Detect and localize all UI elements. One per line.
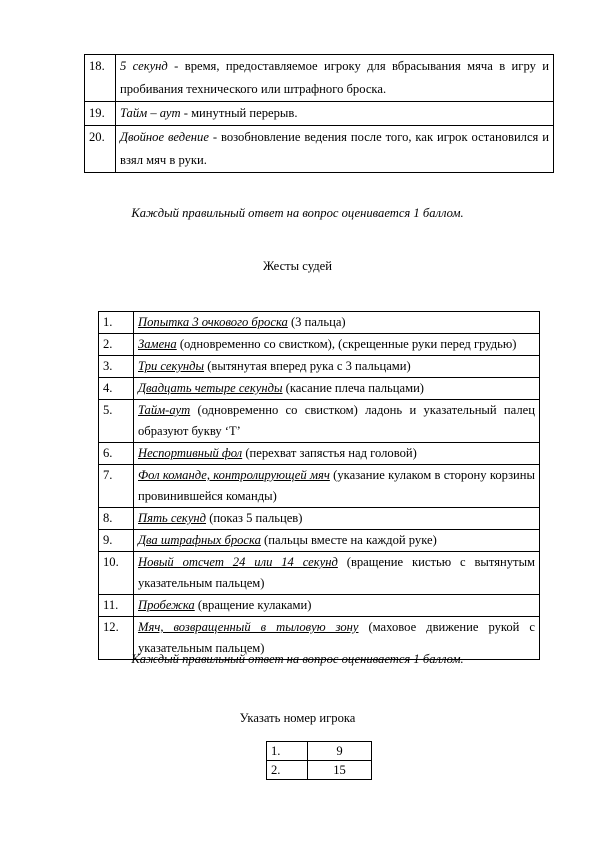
term: Двойное ведение (120, 130, 209, 144)
gesture-row (99, 334, 540, 356)
row-number: 8. (99, 508, 134, 530)
gesture-row (99, 465, 540, 508)
term-description: (касание плеча пальцами) (282, 381, 424, 395)
scoring-note-2: Каждый правильный ответ на вопрос оценивается 1 баллом. (131, 652, 464, 666)
row-definition (134, 378, 540, 400)
row-number: 18. (85, 55, 116, 102)
row-number: 10. (99, 552, 134, 595)
row-definition (134, 552, 540, 595)
players-heading: Указать номер игрока (239, 711, 356, 725)
row-definition (134, 530, 540, 552)
term: Два штрафных броска (138, 533, 261, 547)
gesture-row (99, 508, 540, 530)
row-definition (116, 55, 554, 102)
term: Новый отсчет 24 или 14 секунд (138, 555, 338, 569)
term-description: (маховое движение рукой с указательным пальцем) (138, 620, 535, 655)
term: Пять секунд (138, 511, 207, 525)
row-number: 12. (99, 617, 134, 660)
term-description: (вращение кулаками) (194, 598, 312, 612)
row-number: 1. (99, 312, 134, 334)
gesture-row (99, 443, 540, 465)
term: Фол команде, контролирующей мяч (138, 468, 330, 482)
row-number: 2. (99, 334, 134, 356)
row-number: 6. (99, 443, 134, 465)
term-description: (одновременно со свистком) ладонь и указательный палец образуют букву ‘T’ (138, 403, 535, 438)
row-number: 11. (99, 595, 134, 617)
player-number: 9 (308, 742, 372, 761)
gesture-row (99, 552, 540, 595)
row-number: 9. (99, 530, 134, 552)
term: Тайм-аут (138, 403, 191, 417)
row-definition (134, 465, 540, 508)
row-definition (134, 400, 540, 443)
term: Двадцать четыре секунды (138, 381, 283, 395)
term-row (85, 126, 554, 173)
terms-table (84, 54, 554, 173)
row-definition (134, 595, 540, 617)
row-definition (134, 356, 540, 378)
term: Попытка 3 очкового броска (138, 315, 288, 329)
gesture-row (99, 530, 540, 552)
term-description: (пальцы вместе на каждой руке) (260, 533, 437, 547)
row-definition (134, 312, 540, 334)
term-description: (перехват запястья над головой) (242, 446, 417, 460)
gestures-heading: Жесты судей (263, 259, 332, 273)
gesture-row (99, 356, 540, 378)
gestures-table (98, 311, 540, 660)
row-number: 2. (267, 761, 308, 780)
row-definition (134, 443, 540, 465)
row-number: 5. (99, 400, 134, 443)
row-number: 3. (99, 356, 134, 378)
row-number: 1. (267, 742, 308, 761)
row-definition (116, 102, 554, 126)
row-definition (116, 126, 554, 173)
term: Мяч, возвращенный в тыловую зону (138, 620, 359, 634)
row-number: 7. (99, 465, 134, 508)
row-number: 20. (85, 126, 116, 173)
term: Тайм – аут (120, 106, 181, 120)
player-row (267, 761, 372, 780)
scoring-note-1: Каждый правильный ответ на вопрос оценивается 1 баллом. (131, 206, 464, 220)
gesture-row (99, 312, 540, 334)
term-description: (вытянутая вперед рука с 3 пальцами) (204, 359, 411, 373)
row-definition (134, 334, 540, 356)
row-number: 19. (85, 102, 116, 126)
term: Три секунды (138, 359, 205, 373)
term-description: (вращение кистью с вытянутым указательным пальцем) (138, 555, 535, 590)
term-description: - время, предоставляемое игроку для вбрасывания мяча в игру и пробивания технического или штрафного броска. (120, 59, 549, 96)
row-number: 4. (99, 378, 134, 400)
gesture-row (99, 595, 540, 617)
gesture-row (99, 378, 540, 400)
term-description: (одновременно со свистком), (скрещенные руки перед грудью) (176, 337, 517, 351)
gesture-row (99, 400, 540, 443)
player-number: 15 (308, 761, 372, 780)
players-table (266, 741, 372, 780)
term: 5 секунд (120, 59, 168, 73)
term-description: (3 пальца) (287, 315, 346, 329)
row-definition (134, 508, 540, 530)
term-row (85, 102, 554, 126)
player-row (267, 742, 372, 761)
term-description: - минутный перерыв. (180, 106, 298, 120)
term: Неспортивный фол (138, 446, 243, 460)
term-description: - возобновление ведения после того, как игрок остановился и взял мяч в руки. (120, 130, 549, 167)
term-description: (показ 5 пальцев) (206, 511, 303, 525)
term: Замена (138, 337, 177, 351)
term-description: (указание кулаком в сторону корзины провинившейся команды) (138, 468, 536, 503)
term-row (85, 55, 554, 102)
term: Пробежка (138, 598, 195, 612)
